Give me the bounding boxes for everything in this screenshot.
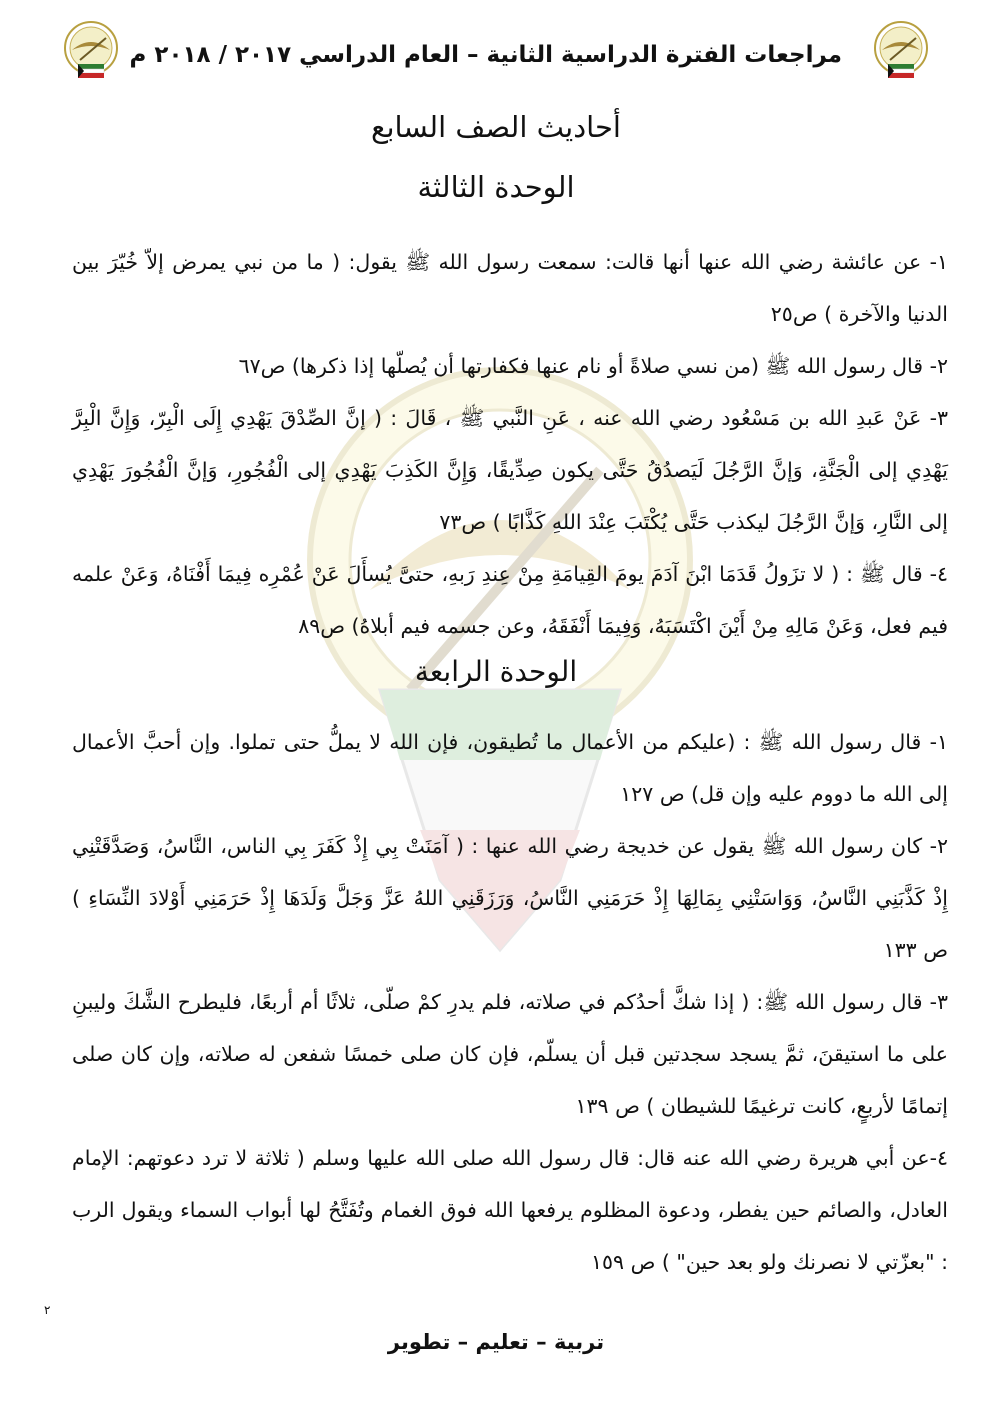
page-number: ٢	[44, 1303, 51, 1317]
hadith-text: ١- قال رسول الله ﷺ : (عليكم من الأعمال ما تُطيقون، فإن الله لا يملُّ حتى تملوا. وإن أحبَّ الأعمال إلى الله ما دووم عليه وإن قل) ص ١٢٧	[72, 730, 948, 806]
hadith-text: ٤- قال ﷺ : ( لا تزَولُ قَدَمَا ابْنَ آدَمَ يومَ القِيامَةِ مِنْ عِندِ رَبهِ، حتىَّ يُسأَلَ عَنْ عُمْرِه فِيمَا أَفْنَاهُ، وَعَنْ علمه فيم فعل، وَعَنْ مَالِهِ مِنْ أَيْنَ اكْتَسَبَهُ، وَفِيمَا أَنْفَقَهُ، وعن جسمه فيم أبلاهُ) ص٨٩	[72, 562, 948, 638]
page-title: أحاديث الصف السابع	[371, 110, 621, 144]
hadith-item	[72, 976, 948, 1132]
hadith-text: ٣- عَنْ عَبدِ الله بن مَسْعُود رضي الله عنه ، عَنِ النَّبي ﷺ ، قَالَ : ( إنَّ الصِّدْقَ يَهْدِي إِلَى الْبِرّ، وَإِنَّ الْبِرَّ يَهْدِي إلى الْجَنَّةِ، وَإنَّ الرَّجُلَ لَيَصدُقُ حَتَّى يكون صِدِّيقًا، وَإِنَّ الكَذِبَ يَهْدِي إلى الْفُجُورِ، وَإنَّ الْفُجُورَ يَهْدِي إلى النَّارِ، وَإنَّ الرَّجُلَ ليكذب حَتَّى يُكْتَبَ عِنْدَ اللهِ كَذَّابًا ) ص٧٣	[72, 406, 948, 534]
footer-motto: تربية – تعليم – تطوير	[387, 1330, 605, 1354]
hadith-item	[72, 236, 948, 340]
hadith-text: ٤-عن أبي هريرة رضي الله عنه قال: قال رسول الله صلى الله عليها وسلم ( ثلاثة لا ترد دعوتهم: الإمام العادل، والصائم حين يفطر، ودعوة المظلوم يرفعها الله فوق الغمام وتُفَتَّحُ لها أبواب السماء ويقول الرب : "بعزّتي لا نصرنك ولو بعد حين" ) ص ١٥٩	[72, 1146, 948, 1274]
hadith-item	[72, 392, 948, 548]
page-header	[60, 20, 932, 90]
hadith-item	[72, 340, 948, 392]
unit-three-heading: الوحدة الثالثة	[417, 170, 575, 204]
school-logo-right	[870, 20, 932, 82]
hadith-text: ٢- قال رسول الله ﷺ (من نسي صلاةً أو نام عنها فكفارتها أن يُصلّها إذا ذكرها) ص٦٧	[238, 354, 948, 378]
hadith-text: ٣- قال رسول الله ﷺ: ( إذا شكَّ أحدُكم في صلاته، فلم يدرِ كمْ صلّى، ثلاثًا أم أربعًا، فليطرح الشَّكَ وليبنِ على ما استيقنَ، ثمَّ يسجد سجدتين قبل أن يسلّم، فإن كان صلى خمسًا شفعن له صلاته، وإن كان صلى إتمامًا لأربعٍ، كانت ترغيمًا للشيطان ) ص ١٣٩	[72, 990, 948, 1118]
school-logo-left	[60, 20, 122, 82]
hadith-text: ١- عن عائشة رضي الله عنها أنها قالت: سمعت رسول الله ﷺ يقول: ( ما من نبي يمرض إلاّ خُيّرَ بين الدنيا والآخرة ) ص٢٥	[72, 250, 948, 326]
hadith-item	[72, 820, 948, 976]
hadith-item	[72, 1132, 948, 1288]
hadith-text: ٢- كان رسول الله ﷺ يقول عن خديجة رضي الله عنها : ( آمَنَتْ بِي إِذْ كَفَرَ بِي الناس، النَّاسُ، وَصَدَّقَتْنِي إِذْ كَذَّبَنِي النَّاسُ، وَوَاسَتْنِي بِمَالِهَا إِذْ حَرَمَنِي النَّاسُ، وَرَزَقَنِي اللهُ عَزَّ وَجَلَّ وَلَدَهَا إِذْ حَرَمَنِي أَوْلادَ النِّسَاءِ ) ص ١٣٣	[72, 834, 948, 962]
review-header-title: مراجعات الفترة الدراسية الثانية – العام الدراسي ٢٠١٧ / ٢٠١٨ م	[129, 42, 842, 68]
unit-four-heading: الوحدة الرابعة	[414, 655, 578, 688]
hadith-item	[72, 548, 948, 652]
hadith-item	[72, 716, 948, 820]
